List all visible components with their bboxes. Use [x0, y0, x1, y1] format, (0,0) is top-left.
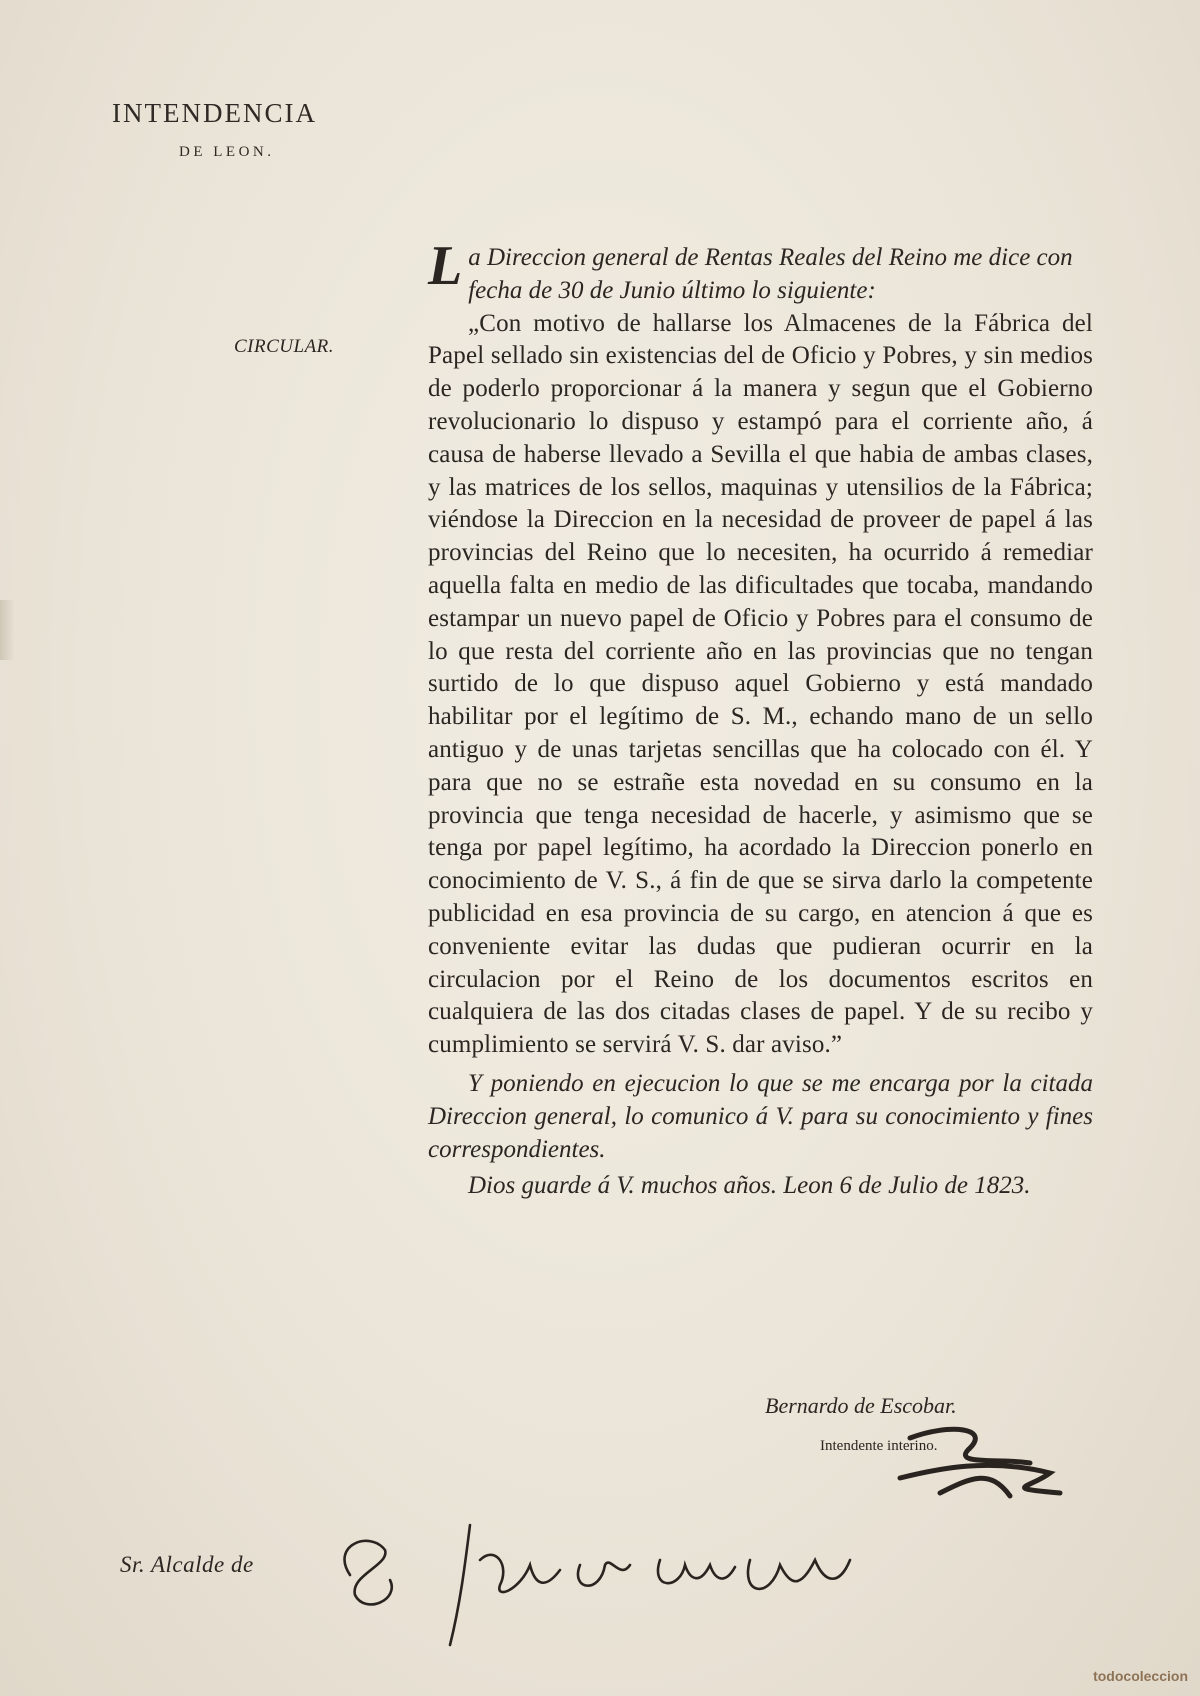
- signer-name: Bernardo de Escobar.: [765, 1393, 957, 1418]
- watermark: todocoleccion: [1093, 1668, 1188, 1684]
- drop-cap: L: [428, 235, 463, 297]
- header-subtitle: DE LEON.: [179, 144, 275, 160]
- circular-label: CIRCULAR.: [234, 336, 335, 357]
- letter-body: [428, 235, 1093, 1203]
- signer-role: Intendente interino.: [820, 1438, 938, 1454]
- addressee-prefix: Sr. Alcalde de: [120, 1552, 254, 1577]
- date-line: Dios guarde á V. muchos años. Leon 6 de Julio de 1823.: [468, 1172, 1031, 1200]
- closing-paragraph: Y poniendo en ejecucion lo que se me encarga por la citada Direccion general, lo comunico á V. para su conocimiento y fines correspondientes.: [428, 1069, 1093, 1163]
- intro-text: a Direccion general de Rentas Reales del Reino me dice con fecha de 30 de Junio último lo siguiente:: [468, 244, 1073, 304]
- quoted-directive: „Con motivo de hallarse los Almacenes de la Fábrica del Papel sellado sin existencias del de Oficio y Pobres, y sin medios de poderlo proporcionar á la manera y segun que el Gobierno revolucionario lo dispuso y estampó para el corriente año, á causa de haberse llevado a Sevilla el que habia de ambas clases, y las matrices de los sellos, maquinas y utensilios de la Fábrica; viéndose la Direccion en la necesidad de proveer de papel á las provincias del Reino que lo necesiten, ha ocurrido á remediar aquella falta en medio de las dificultades que tocaba, mandando estampar un nuevo papel de Oficio y Pobres para el consumo de lo que resta del corriente año en las provincias que no tengan surtido de lo que dispuso aquel Gobierno y está mandado habilitar por el legítimo de S. M., echando mano de un sello antiguo y de unas tarjetas sencillas que ha colocado con él. Y para que no se estrañe esta novedad en su consumo en la provincia que tenga necesidad de hacerle, y asimismo que se tenga por papel legítimo, ha acordado la Direccion ponerlo en conocimiento de V. S., á fin de que se sirva darlo la competente publicidad en esa provincia de su cargo, en atencion á que es conveniente evitar las dudas que pudieran ocurrir en la circulacion por el Reino de los documentos escritos en cualquiera de las dos citadas clases de papel. Y de su recibo y cumplimiento se servirá V. S. dar aviso.”: [428, 309, 1093, 1059]
- paper-crease: [0, 600, 14, 660]
- intro-paragraph: [428, 235, 1093, 308]
- signature-rubric: [880, 1418, 1080, 1508]
- handwritten-addressee: [330, 1505, 890, 1655]
- header-title: INTENDENCIA: [112, 98, 317, 128]
